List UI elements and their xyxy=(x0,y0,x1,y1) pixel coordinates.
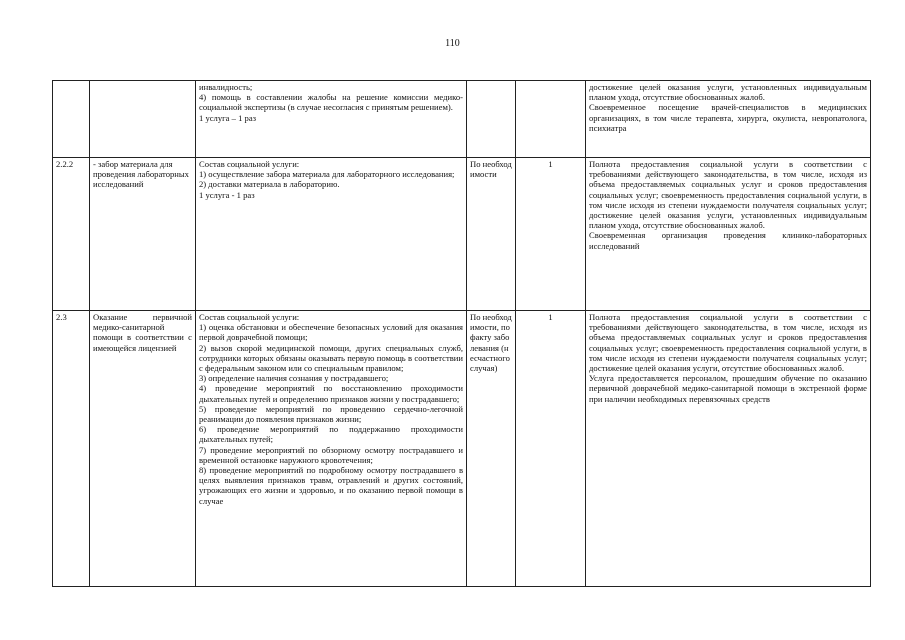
content-line: 1 услуга – 1 раз xyxy=(199,112,257,123)
service-name: - забор материала для проведения лабораторных исследований xyxy=(90,158,196,311)
content-line: 4) помощь в составлении жалобы на решение комиссии медико-социальной экспертизы (в случае несогласия с принятым решением). xyxy=(199,92,463,113)
service-content xyxy=(196,158,467,311)
service-unit: 1 xyxy=(516,158,586,311)
content-line: 3) определение наличия сознания у пострадавшего; xyxy=(199,373,389,384)
content-line: 5) проведение мероприятий по проведению сердечно-легочной реанимации до появления признаков жизни; xyxy=(199,403,463,425)
service-unit: 1 xyxy=(516,311,586,587)
content-line: 2) доставки материала в лабораторию. xyxy=(199,179,340,190)
row-number xyxy=(53,81,90,158)
row-number: 2.2.2 xyxy=(53,158,90,311)
page-number: 110 xyxy=(445,38,460,49)
service-period: По необходимости, по факту заболевания (несчастного случая) xyxy=(467,311,516,587)
content-line: Состав социальной услуги: xyxy=(199,159,300,169)
service-name xyxy=(90,81,196,158)
criteria-line: Полнота предоставления социальной услуги в соответствии с требованиями действующего законодательства, в том числе, исходя из объема предоставляемых социальных услуг и сроков предоставления социальных услуг; своевременность предоставления социальной услуги, в том числе исходя из степени нуждаемости получателя социальных услуг; достижение целей оказания услуги, отсутствие обоснованных жалоб. xyxy=(589,312,867,374)
content-line: 4) проведение мероприятий по восстановлению проходимости дыхательных путей и определению признаков жизни у пострадавшего; xyxy=(199,383,463,404)
content-line: 1 услуга - 1 раз xyxy=(199,189,255,200)
content-line: Состав социальной услуги: xyxy=(199,312,300,322)
criteria-line: Своевременная организация проведения клинико-лабораторных исследований xyxy=(589,230,867,251)
criteria-line: Полнота предоставления социальной услуги в соответствии с требованиями действующего законодательства, в том числе, исходя из объема предоставляемых социальных услуг и сроков предоставления социальных услуг; своевременность предоставления социальной услуги, в том числе исходя из степени нуждаемости получателя социальных услуг; достижение целей оказания услуги, установленных индивидуальным планом ухода, отсутствие обоснованных жалоб. xyxy=(589,159,867,231)
service-period: По необходимости xyxy=(467,158,516,311)
service-content xyxy=(196,81,467,158)
content-line: 2) вызов скорой медицинской помощи, других специальных служб, сотрудники которых обязаны оказывать первую помощь в соответствии с федеральным законом или со специальным правилом; xyxy=(199,342,463,374)
quality-criteria xyxy=(586,158,871,311)
service-period xyxy=(467,81,516,158)
service-content xyxy=(196,311,467,587)
content-line: 7) проведение мероприятий по обзорному осмотру пострадавшего и временной остановке наружного кровотечения; xyxy=(199,444,463,465)
service-unit xyxy=(516,81,586,158)
quality-criteria xyxy=(586,81,871,158)
table-row xyxy=(53,81,871,158)
table-row xyxy=(53,158,871,311)
table-row xyxy=(53,311,871,587)
quality-criteria xyxy=(586,311,871,587)
criteria-line: Своевременное посещение врачей-специалистов в медицинских организациях, в том числе терапевта, хирурга, окулиста, невропатолога, психиатра xyxy=(589,102,867,133)
content-line: 1) осуществление забора материала для лабораторного исследования; xyxy=(199,169,455,180)
content-line: 6) проведение мероприятий по поддержанию проходимости дыхательных путей; xyxy=(199,424,463,445)
content-line: инвалидность; xyxy=(199,82,253,92)
row-number: 2.3 xyxy=(53,311,90,587)
services-table xyxy=(52,80,871,587)
criteria-line: Услуга предоставляется персоналом, прошедшим обучение по оказанию первичной доврачебной медико-санитарной помощи в экстренной форме при наличии необходимых перевязочных средств xyxy=(589,373,867,404)
content-line: 1) оценка обстановки и обеспечение безопасных условий для оказания первой доврачебной помощи; xyxy=(199,322,463,343)
content-line: 8) проведение мероприятий по подробному осмотру пострадавшего в целях выявления признаков травм, отравлений и других состояний, угрожающих его жизни и здоровью, и по оказанию первой помощи в случае xyxy=(199,465,463,506)
criteria-line: достижение целей оказания услуги, установленных индивидуальным планом ухода, отсутствие обоснованных жалоб. xyxy=(589,82,867,103)
service-name: Оказание первичной медико-санитарной помощи в соответствии с имеющейся лицензией xyxy=(90,311,196,587)
